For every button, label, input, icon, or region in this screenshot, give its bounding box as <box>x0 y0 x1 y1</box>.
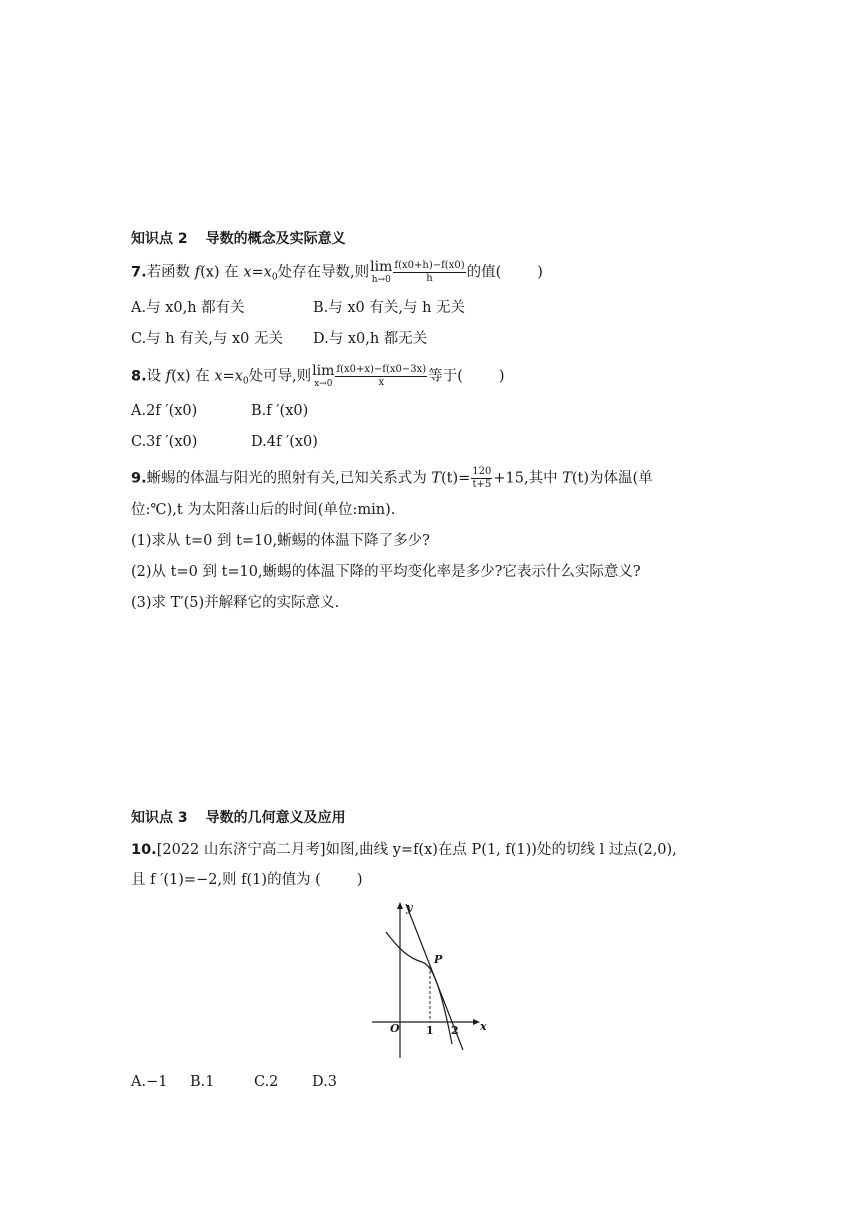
answer-paren-close: ) <box>498 368 505 385</box>
fraction-denominator: t+5 <box>472 479 492 490</box>
fraction <box>471 466 492 491</box>
stem-text: [2022 山东济宁高二月考]如图,曲线 y=f(x)在点 P(1, f(1))处的切线 l 过点(2,0), <box>156 842 677 858</box>
fraction-denominator: x <box>378 377 385 388</box>
math-T: T <box>562 470 572 487</box>
option-a[interactable]: A.−1 <box>131 1074 168 1090</box>
question-9-part-2: (2)从 t=0 到 t=10,蜥蜴的体温下降的平均变化率是多少?它表示什么实际意义? <box>131 564 641 580</box>
fraction-numerator: f(x0+h)−f(x0) <box>394 260 465 271</box>
section-number: 知识点 2 <box>131 231 188 247</box>
tangent-line-figure <box>368 898 492 1062</box>
question-9-line-2: 位:℃),t 为太阳落山后的时间(单位:min). <box>131 502 396 518</box>
tick-label-1: 1 <box>426 1024 434 1037</box>
question-9-part-3: (3)求 T′(5)并解释它的实际意义. <box>131 595 340 611</box>
stem-text: 蜥蜴的体温与阳光的照射有关,已知关系式为 <box>146 470 427 487</box>
question-8-stem <box>131 364 505 392</box>
option-a[interactable]: A.2f ′(x0) <box>131 403 198 419</box>
option-c[interactable]: C.2 <box>254 1074 279 1090</box>
math-T: T <box>431 470 441 487</box>
fraction <box>335 364 427 389</box>
lim-subscript: h→0 <box>371 275 391 285</box>
question-number: 8. <box>131 368 147 385</box>
math-f: f <box>194 264 201 281</box>
option-d[interactable]: D.3 <box>312 1074 337 1090</box>
question-10-line-2 <box>131 870 363 890</box>
origin-label: O <box>390 1022 400 1035</box>
y-axis-arrow-icon <box>397 902 403 909</box>
answer-paren-close: ) <box>537 264 543 281</box>
stem-text: 设 <box>146 368 162 385</box>
point-label: P <box>434 953 443 966</box>
stem-text: 处存在导数,则 <box>277 264 370 281</box>
section-title: 导数的几何意义及应用 <box>205 810 346 826</box>
question-8-options-row-1 <box>131 401 308 421</box>
question-7-stem <box>131 260 543 288</box>
stem-text: 在 <box>224 264 239 281</box>
section-heading-3 <box>131 808 346 828</box>
option-a[interactable]: A.与 x0,h 都有关 <box>131 300 245 316</box>
question-number: 9. <box>131 470 147 487</box>
option-d[interactable]: D.4f ′(x0) <box>251 434 318 450</box>
stem-text: 且 f ′(1)=−2,则 f(1)的值为 ( <box>131 872 321 888</box>
stem-text: 处可导,则 <box>248 368 312 385</box>
stem-text: (t)为体温(单 <box>571 470 653 487</box>
math-paren: (x) <box>200 264 220 281</box>
tick-label-2: 2 <box>451 1024 459 1037</box>
lim-word: lim <box>312 363 335 379</box>
y-axis-label: y <box>406 901 413 914</box>
fraction-denominator: h <box>426 273 433 284</box>
question-number: 7. <box>131 264 147 281</box>
stem-text: 的值( <box>466 264 502 281</box>
option-b[interactable]: B.与 x0 有关,与 h 无关 <box>313 300 466 316</box>
question-10-stem <box>131 840 677 860</box>
question-7-options-row-2 <box>131 329 427 349</box>
fraction <box>393 260 465 285</box>
section-title: 导数的概念及实际意义 <box>205 231 346 247</box>
stem-text: 在 <box>195 368 210 385</box>
section-number: 知识点 3 <box>131 810 188 826</box>
math-f: f <box>165 368 172 385</box>
question-7-options-row-1 <box>131 298 465 318</box>
option-d[interactable]: D.与 x0,h 都无关 <box>313 331 428 347</box>
math-eq: x=x <box>214 368 243 385</box>
question-10-options <box>131 1072 337 1092</box>
question-9-part-1: (1)求从 t=0 到 t=10,蜥蜴的体温下降了多少? <box>131 533 430 549</box>
option-c[interactable]: C.与 h 有关,与 x0 无关 <box>131 331 283 347</box>
fraction-numerator: 120 <box>472 466 492 477</box>
question-9-stem <box>131 466 653 491</box>
x-axis-arrow-icon <box>473 1019 480 1025</box>
x-axis-label: x <box>480 1020 487 1033</box>
lim-word: lim <box>370 259 393 275</box>
stem-text: +15,其中 <box>493 470 558 487</box>
fraction-numerator: f(x0+x)−f(x0−3x) <box>336 364 427 375</box>
stem-text: 等于( <box>428 368 463 385</box>
option-b[interactable]: B.f ′(x0) <box>251 403 309 419</box>
limit-expression <box>312 364 334 389</box>
math-paren: (t)= <box>441 470 471 487</box>
math-paren: (x) <box>171 368 191 385</box>
answer-paren-close: ) <box>356 872 363 888</box>
limit-expression <box>370 260 392 285</box>
math-eq: x=x <box>243 264 272 281</box>
option-b[interactable]: B.1 <box>190 1074 215 1090</box>
lim-subscript: x→0 <box>314 379 333 389</box>
question-8-options-row-2 <box>131 432 318 452</box>
section-heading-2 <box>131 229 346 249</box>
math-sub: 0 <box>271 272 278 283</box>
option-c[interactable]: C.3f ′(x0) <box>131 434 198 450</box>
math-sub: 0 <box>242 376 249 387</box>
stem-text: 若函数 <box>146 264 191 281</box>
question-number: 10. <box>131 842 157 858</box>
